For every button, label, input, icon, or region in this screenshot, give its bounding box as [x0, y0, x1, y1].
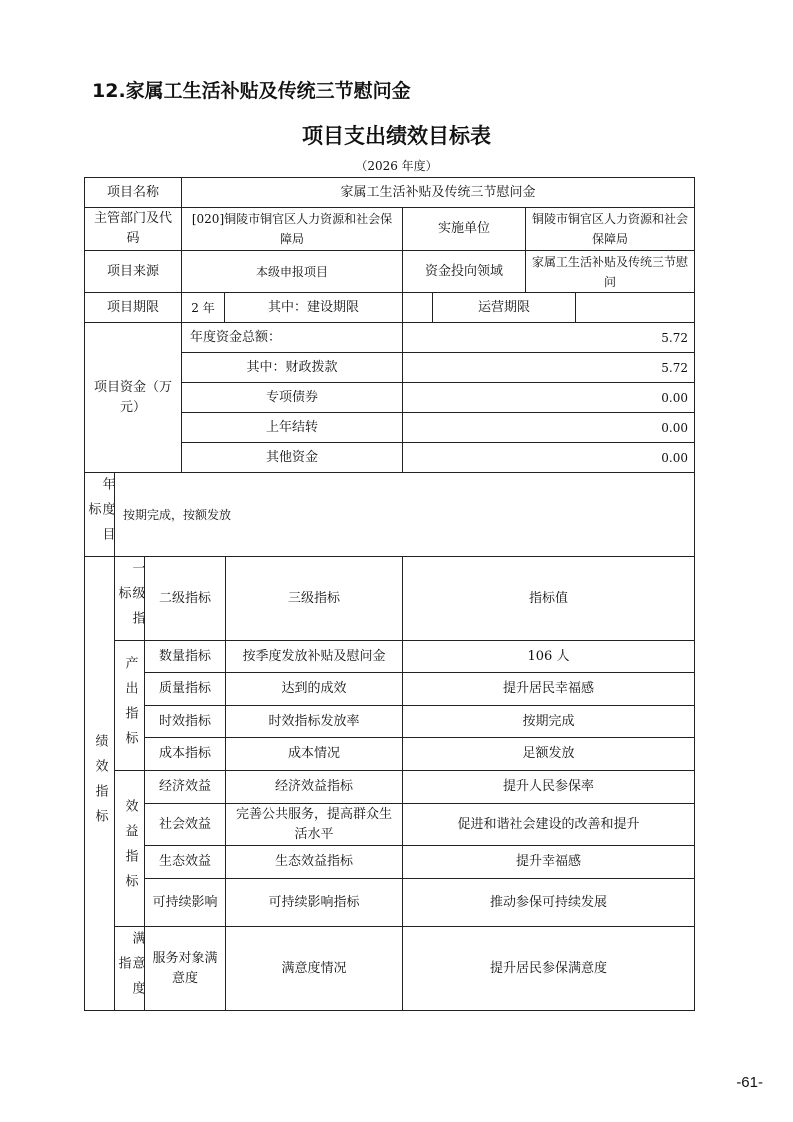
indicator-value: 按期完成 — [402, 705, 695, 738]
field-label: 资金投向领域 — [402, 250, 526, 293]
fund-label: 上年结转 — [181, 412, 403, 443]
fund-label: 其他资金 — [181, 442, 403, 473]
fund-value: 5.72 — [402, 322, 695, 353]
fund-value: 0.00 — [402, 442, 695, 473]
period-value: 2 年 — [181, 292, 225, 323]
indicator-l2: 成本指标 — [144, 737, 226, 771]
annual-goal-value: 按期完成，按额发放 — [114, 472, 695, 557]
indicator-l3: 经济效益指标 — [225, 770, 403, 804]
indicator-value: 提升居民幸福感 — [402, 672, 695, 706]
ops-label: 运营期限 — [432, 292, 576, 323]
header-l2: 二级指标 — [144, 556, 226, 641]
build-label: 其中：建设期限 — [224, 292, 403, 323]
group-label: 产出指标 — [114, 640, 145, 771]
indicator-l3: 按季度发放补贴及慰问金 — [225, 640, 403, 673]
impl-label: 实施单位 — [402, 207, 526, 251]
indicator-l2: 数量指标 — [144, 640, 226, 673]
fund-value: 0.00 — [402, 382, 695, 413]
source-label: 项目来源 — [84, 250, 182, 293]
indicator-l2: 生态效益 — [144, 845, 226, 879]
indicator-l3: 可持续影响指标 — [225, 878, 403, 927]
page-number: -61- — [736, 1074, 763, 1091]
indicator-l3: 成本情况 — [225, 737, 403, 771]
header-l1: 一级指标 — [114, 556, 145, 641]
indicator-l3: 生态效益指标 — [225, 845, 403, 879]
impl-value: 铜陵市铜官区人力资源和社会保障局 — [525, 207, 695, 251]
indicator-value: 提升幸福感 — [402, 845, 695, 879]
indicator-l2: 社会效益 — [144, 803, 226, 846]
indicator-l3: 时效指标发放率 — [225, 705, 403, 738]
indicator-l3: 满意度情况 — [225, 926, 403, 1011]
indicator-l2: 经济效益 — [144, 770, 226, 804]
group-label: 满意度指 — [114, 926, 145, 1011]
indicator-value: 促进和谐社会建设的改善和提升 — [402, 803, 695, 846]
indicator-l3: 完善公共服务，提高群众生活水平 — [225, 803, 403, 846]
source-value: 本级申报项目 — [181, 250, 403, 293]
fund-value: 0.00 — [402, 412, 695, 443]
name-label: 项目名称 — [84, 177, 182, 208]
funds-label: 项目资金（万元） — [84, 322, 182, 473]
indicator-l3: 达到的成效 — [225, 672, 403, 706]
indicator-value: 106 人 — [402, 640, 695, 673]
annual-goal-label: 年度目标 — [84, 472, 115, 557]
indicator-l2: 时效指标 — [144, 705, 226, 738]
indicator-value: 推动参保可持续发展 — [402, 878, 695, 927]
fund-label: 年度资金总额： — [181, 322, 403, 353]
name-value: 家属工生活补贴及传统三节慰问金 — [181, 177, 695, 208]
dept-label: 主管部门及代码 — [84, 207, 182, 251]
indicator-l2: 可持续影响 — [144, 878, 226, 927]
indicator-value: 足额发放 — [402, 737, 695, 771]
section-heading: 12.家属工生活补贴及传统三节慰问金 — [92, 80, 411, 102]
group-label: 效益指标 — [114, 770, 145, 927]
indicator-l2: 服务对象满意度 — [144, 926, 226, 1011]
fund-label: 专项债券 — [181, 382, 403, 413]
indicators-label: 绩效指标 — [84, 556, 115, 1011]
fund-label: 其中：财政拨款 — [181, 352, 403, 383]
dept-value: [020]铜陵市铜官区人力资源和社会保障局 — [181, 207, 403, 251]
indicator-value: 提升人民参保率 — [402, 770, 695, 804]
page-title: 项目支出绩效目标表 — [302, 124, 491, 148]
header-l3: 三级指标 — [225, 556, 403, 641]
ops-value — [575, 292, 695, 323]
period-label: 项目期限 — [84, 292, 182, 323]
field-value: 家属工生活补贴及传统三节慰问 — [525, 250, 695, 293]
header-value: 指标值 — [402, 556, 695, 641]
build-value — [402, 292, 433, 323]
fund-value: 5.72 — [402, 352, 695, 383]
indicator-l2: 质量指标 — [144, 672, 226, 706]
year-label: （2026 年度） — [355, 159, 438, 173]
indicator-value: 提升居民参保满意度 — [402, 926, 695, 1011]
